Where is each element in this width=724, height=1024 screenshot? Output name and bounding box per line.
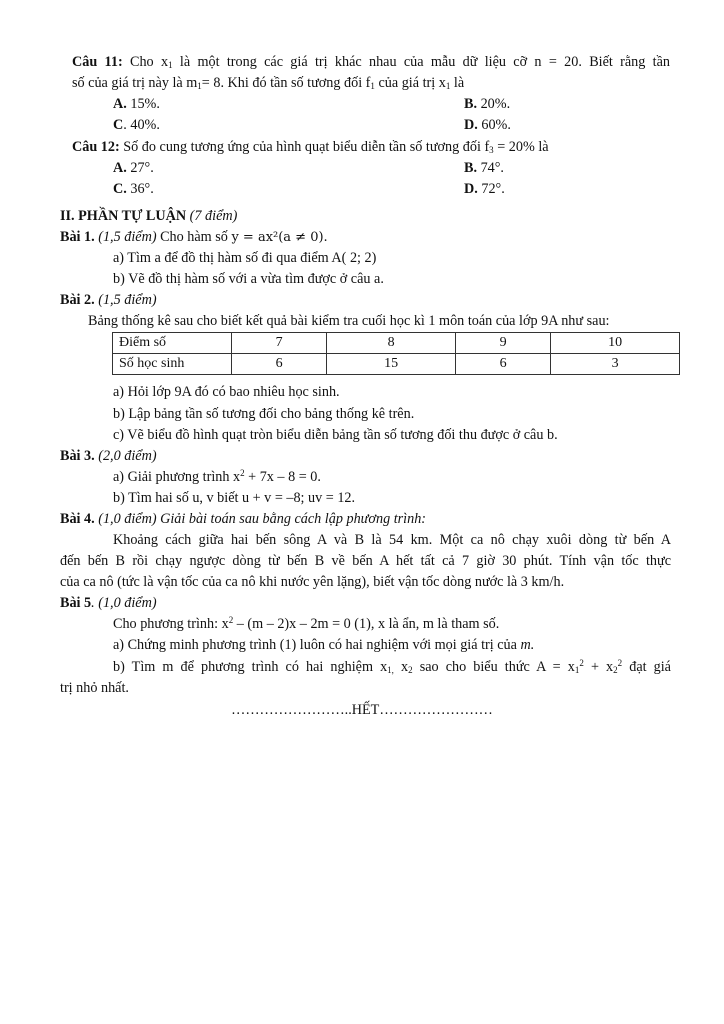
table-cell: 9 [455, 333, 550, 354]
bai1-part-a: a) Tìm a để đồ thị hàm số đi qua điểm A( 2; 2) [113, 250, 377, 266]
q12-line: Câu 12: Số đo cung tương ứng của hình quạt biểu diễn tần số tương đối $f_3 = 20\%$ là [72, 139, 549, 155]
q12-option-c: C. 36°. [113, 181, 154, 197]
q11-line1: Câu 11: Cho $x_1$ là một trong các giá trị khác nhau của mẫu dữ liệu cỡ n = 20. Biết rằng tần [72, 54, 671, 70]
score-table [112, 332, 680, 375]
bai2-part-c: c) Vẽ biểu đồ hình quạt tròn biểu diễn bảng tần số tương đối thu được ở câu b. [113, 427, 558, 443]
table-row [113, 354, 680, 375]
bai5-part-a: a) Chứng minh phương trình (1) luôn có hai nghiệm với mọi giá trị của m. [113, 637, 535, 653]
q12-option-d: D. 72°. [464, 181, 505, 197]
end-marker: ……………………..HẾT…………………… [231, 702, 493, 718]
q11-line2: số của giá trị này là $m_1= 8$. Khi đó tần số tương đối $f_1$ của giá trị $x_1$ là [72, 75, 465, 91]
bai4-heading: Bài 4. (1,0 điểm) Giải bài toán sau bằng cách lập phương trình: [60, 511, 427, 527]
table-row [113, 333, 680, 354]
table-cell: 6 [232, 354, 327, 375]
bai2-intro: Bảng thống kê sau cho biết kết quả bài kiểm tra cuối học kì 1 môn toán của lớp 9A như sau: [88, 313, 610, 329]
q12-option-b: B. 74°. [464, 160, 504, 176]
table-cell: 3 [551, 354, 680, 375]
bai3-part-a: a) Giải phương trình $x^2 + 7x - 8 = 0$. [113, 468, 321, 485]
table-cell: 10 [551, 333, 680, 354]
bai1-heading: Bài 1. (1,5 điểm) Cho hàm số y = ax²(a ≠ 0). [60, 229, 328, 245]
q11-label: Câu 11: [72, 54, 123, 70]
bai1-part-b: b) Vẽ đồ thị hàm số với a vừa tìm được ở câu a. [113, 271, 384, 287]
table-cell: 15 [327, 354, 456, 375]
bai2-heading: Bài 2. (1,5 điểm) [60, 292, 157, 308]
table-head-cell: Số học sinh [113, 354, 232, 375]
table-head-cell: Điểm số [113, 333, 232, 354]
bai5-part-b: b) Tìm m để phương trình có hai nghiệm $x_{1,}$ $x_2$ sao cho biểu thức $A = x_1^2 + x_2^2$ đạt giá [113, 658, 671, 675]
bai5-line3: trị nhỏ nhất. [60, 680, 129, 696]
bai2-part-b: b) Lập bảng tần số tương đối cho bảng thống kê trên. [113, 406, 415, 422]
bai3-heading: Bài 3. (2,0 điểm) [60, 448, 157, 464]
bai2-part-a: a) Hỏi lớp 9A đó có bao nhiêu học sinh. [113, 384, 340, 400]
table-cell: 6 [455, 354, 550, 375]
q11-option-b: B. 20%. [464, 96, 511, 112]
q11-option-a: A. 15%. [113, 96, 160, 112]
bai5-line1: Cho phương trình: $x^2 - (m - 2)x - 2m = 0$ (1), x là ẩn, m là tham số. [113, 615, 500, 632]
bai1-formula: y = ax²(a ≠ 0). [231, 230, 328, 245]
q11-option-c: C. 40%. [113, 117, 160, 133]
bai3-part-b: b) Tìm hai số u, v biết u + v = –8; uv = 12. [113, 490, 356, 506]
section-2-title: II. PHẦN TỰ LUẬN (7 điểm) [60, 208, 238, 224]
bai5-heading: Bài 5. (1,0 điểm) [60, 595, 157, 611]
q12-label: Câu 12: [72, 139, 120, 155]
table-cell: 8 [327, 333, 456, 354]
bai4-line2: đến bến B rồi chạy ngược dòng từ bến B về bến A hết tất cả 7 giờ 30 phút. Tính vận tốc thực [60, 553, 671, 569]
q12-option-a: A. 27°. [113, 160, 154, 176]
bai4-line3: của ca nô (tức là vận tốc của ca nô khi nước yên lặng), biết vận tốc dòng nước là 3 km/h. [60, 574, 565, 590]
bai4-line1: Khoảng cách giữa hai bến sông A và B là 54 km. Một ca nô chạy xuôi dòng từ bến A [113, 532, 671, 548]
table-cell: 7 [232, 333, 327, 354]
q11-option-d: D. 60%. [464, 117, 511, 133]
